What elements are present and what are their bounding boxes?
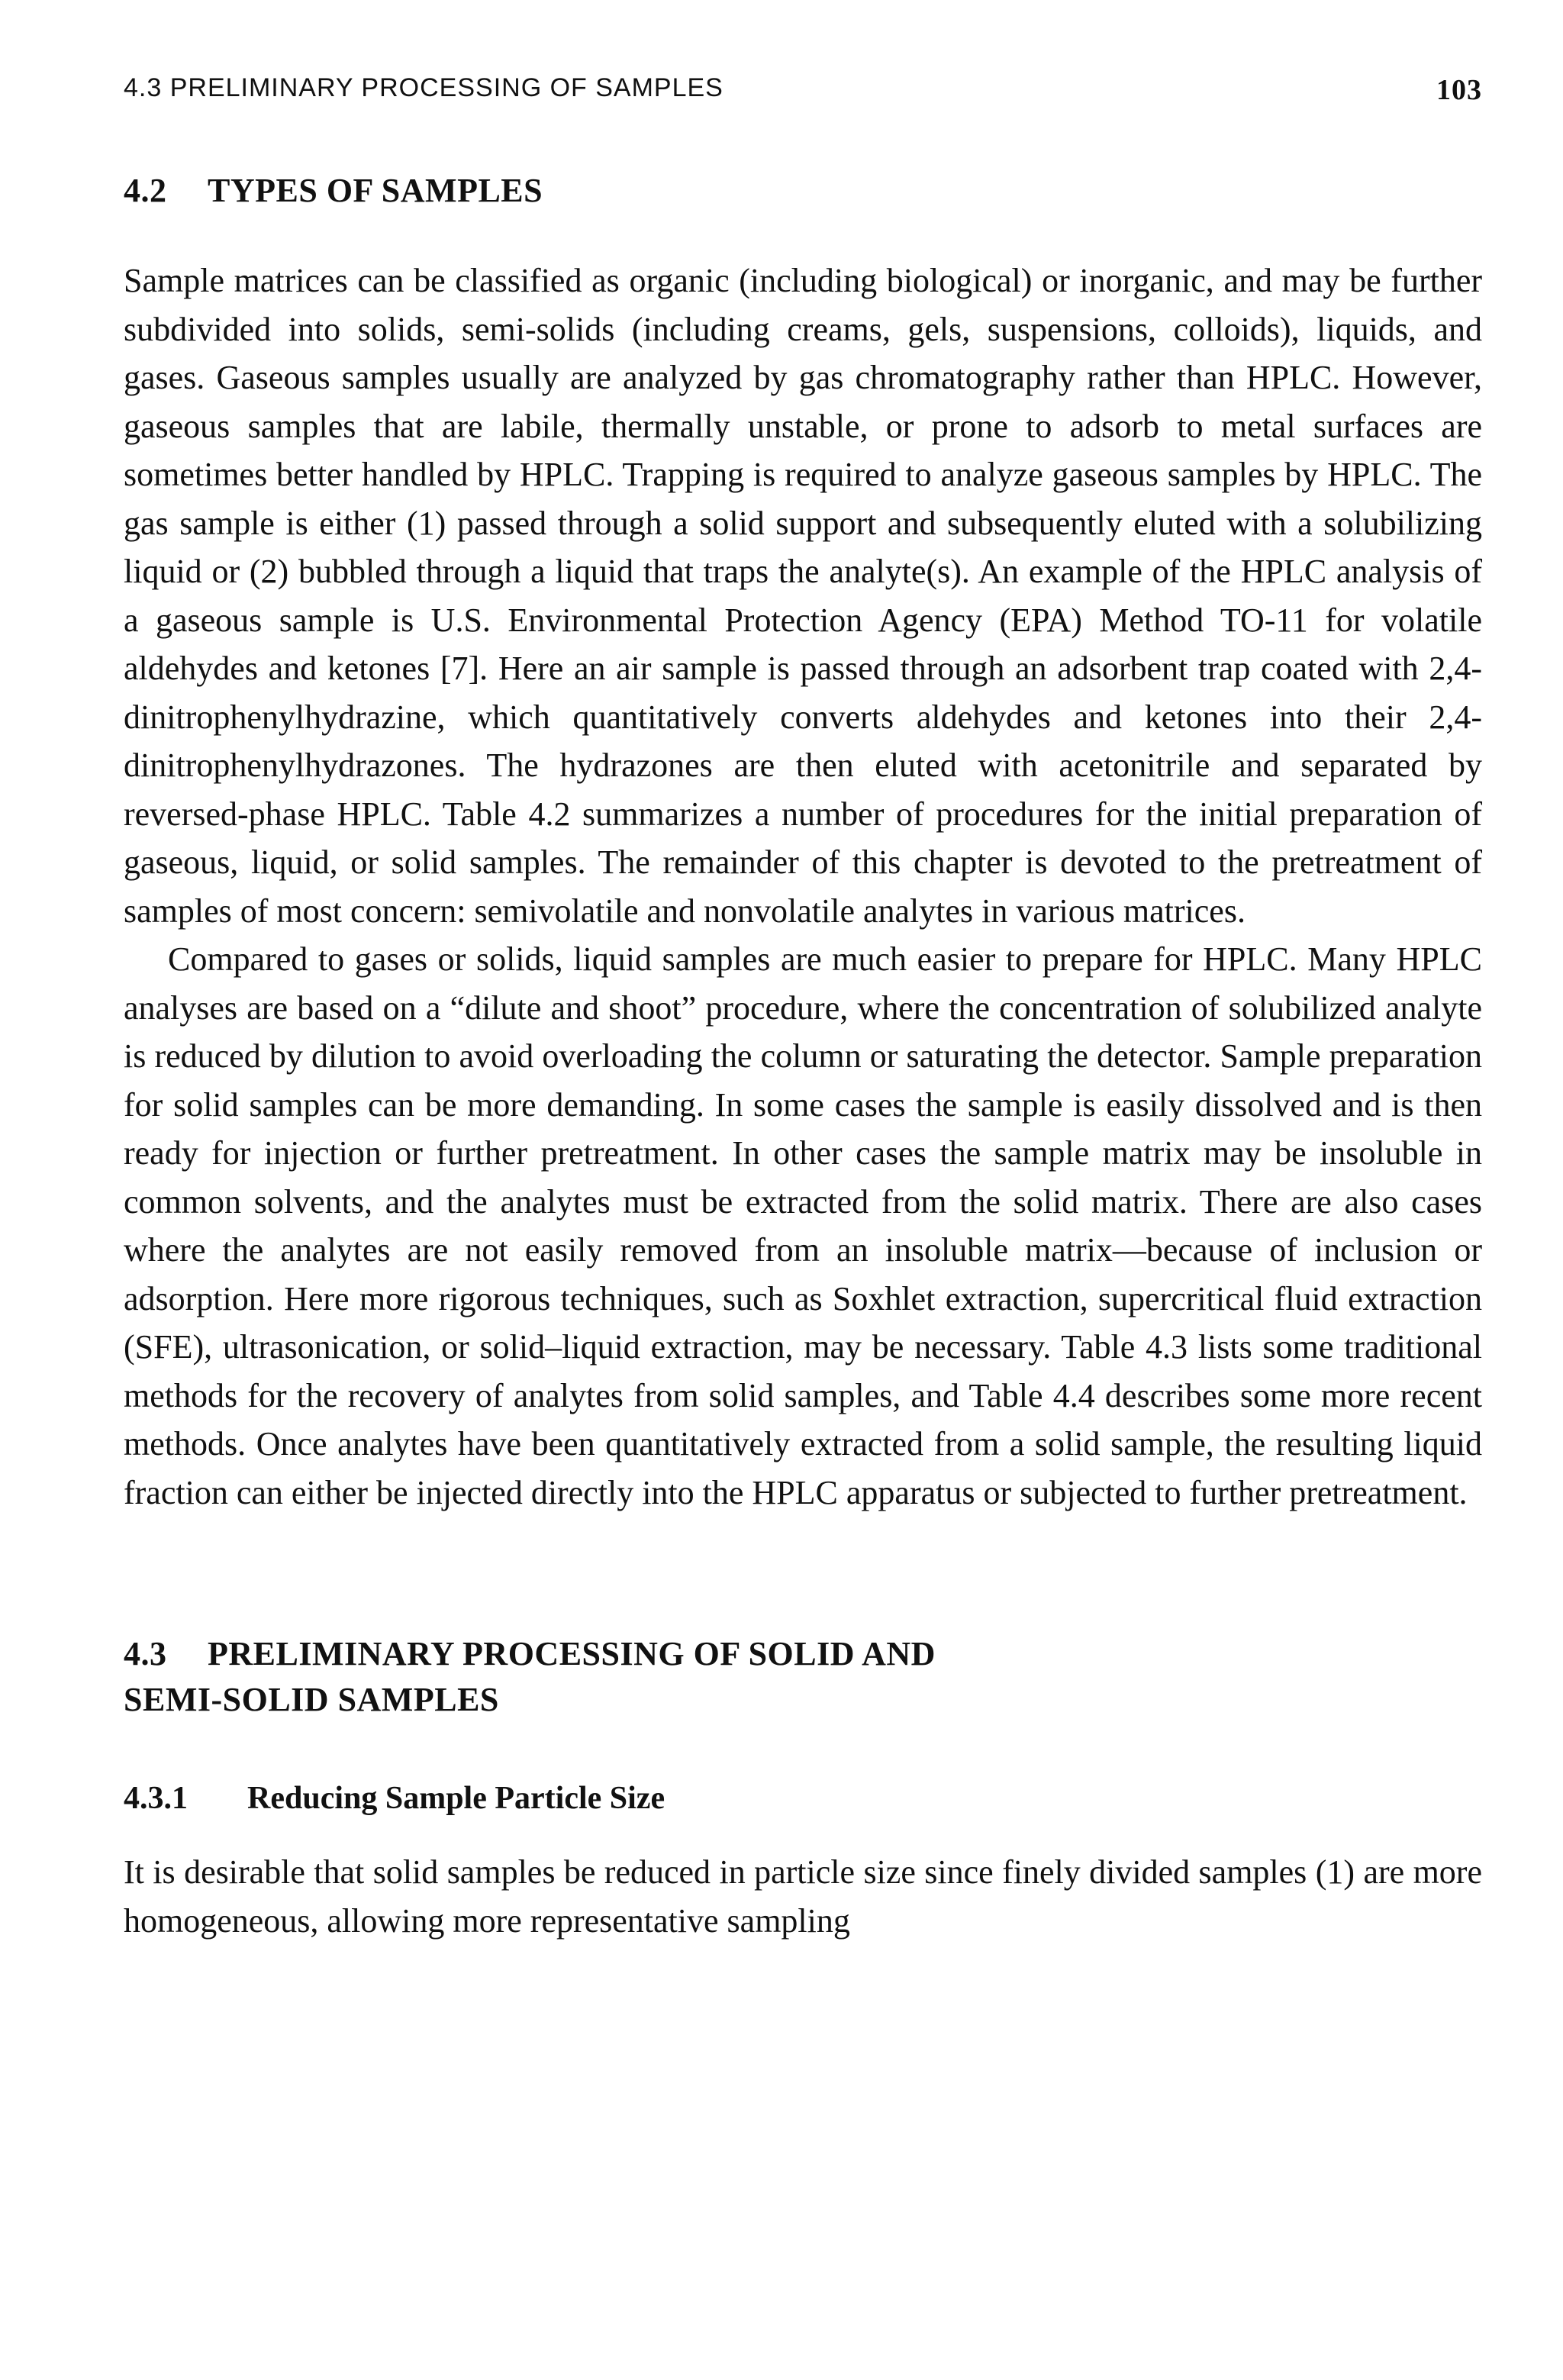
section-heading-4-3 (124, 1631, 1482, 1723)
section-number: 4.3 (124, 1635, 167, 1672)
book-page (124, 73, 1482, 1945)
subsection-number: 4.3.1 (124, 1781, 188, 1816)
page-number: 103 (1436, 74, 1482, 106)
section-title-line-1: PRELIMINARY PROCESSING OF SOLID AND (208, 1635, 936, 1672)
section-number: 4.2 (124, 172, 167, 209)
subsection-title: Reducing Sample Particle Size (247, 1781, 665, 1816)
body-paragraph-1: Sample matrices can be classified as organic (including biological) or inorganic, and may be further subdivided into solids, semi-solids (including creams, gels, suspensions, colloids), liquids, and gases. Gaseous samples usually are analyzed by gas chromatography rather than HPLC. However, gaseous samples that are labile, thermally unstable, or prone to adsorb to metal surfaces are sometimes better handled by HPLC. Trapping is required to analyze gaseous samples by HPLC. The gas sample is either (1) passed through a solid support and subsequently eluted with a solubilizing liquid or (2) bubbled through a liquid that traps the analyte(s). An example of the HPLC analysis of a gaseous sample is U.S. Environmental Protection Agency (EPA) Method TO-11 for volatile aldehydes and ketones [7]. Here an air sample is passed through an adsorbent trap coated with 2,4-dinitrophenylhydrazine, which quantitatively converts aldehydes and ketones into their 2,4-dinitrophenylhydrazones. The hydrazones are then eluted with acetonitrile and separated by reversed-phase HPLC. Table 4.2 summarizes a number of procedures for the initial preparation of gaseous, liquid, or solid samples. The remainder of this chapter is devoted to the pretreatment of samples of most concern: semivolatile and nonvolatile analytes in various matrices. (124, 262, 1482, 930)
subsection-heading-4-3-1 (124, 1776, 1482, 1820)
section-heading-4-2 (124, 168, 1482, 214)
section-title: TYPES OF SAMPLES (208, 172, 543, 209)
body-paragraph-2: Compared to gases or solids, liquid samples are much easier to prepare for HPLC. Many HPLC analyses are based on a “dilute and shoot” procedure, where the concentration of solubilized analyte is reduced by dilution to avoid overloading the column or saturating the detector. Sample preparation for solid samples can be more demanding. In some cases the sample is easily dissolved and is then ready for injection or further pretreatment. In other cases the sample matrix may be insoluble in common solvents, and the analytes must be extracted from the solid matrix. There are also cases where the analytes are not easily removed from an insoluble matrix—because of inclusion or adsorption. Here more rigorous techniques, such as Soxhlet extraction, supercritical fluid extraction (SFE), ultrasonication, or solid–liquid extraction, may be necessary. Table 4.3 lists some traditional methods for the recovery of analytes from solid samples, and Table 4.4 describes some more recent methods. Once analytes have been quantitatively extracted from a solid sample, the resulting liquid fraction can either be injected directly into the HPLC apparatus or subjected to further pretreatment. (124, 940, 1482, 1511)
body-paragraph-3: It is desirable that solid samples be reduced in particle size since finely divided samples (1) are more homogeneous, allowing more representative sampling (124, 1853, 1482, 1940)
running-header (124, 73, 1482, 119)
section-title-line-2: SEMI-SOLID SAMPLES (124, 1681, 499, 1718)
running-header-title: 4.3 PRELIMINARY PROCESSING OF SAMPLES (124, 73, 723, 102)
